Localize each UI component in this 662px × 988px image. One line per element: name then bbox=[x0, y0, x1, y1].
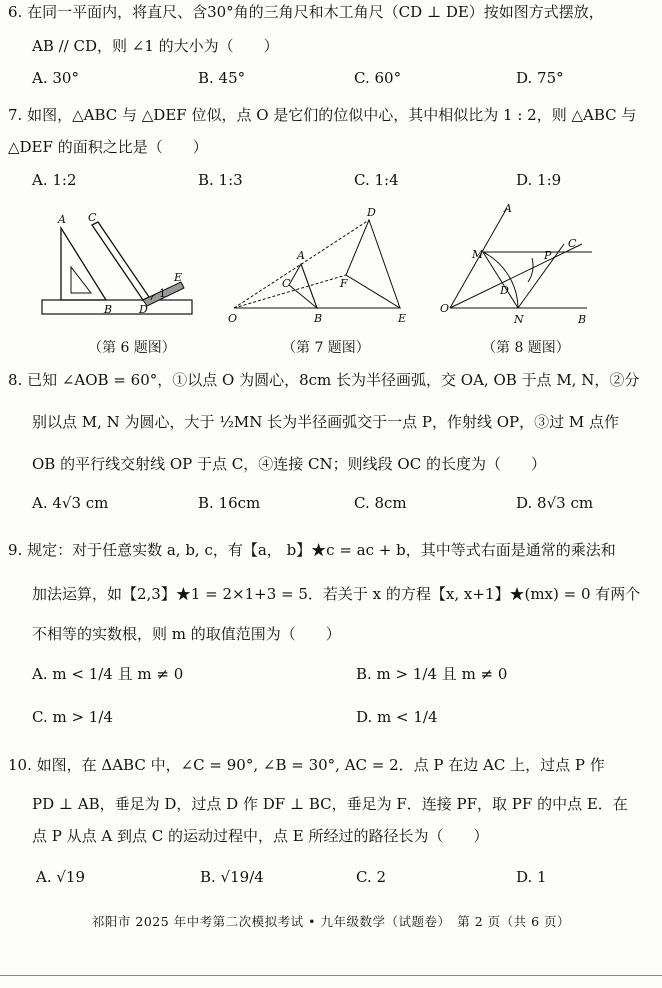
q10-line2: PD ⊥ AB，垂足为 D，过点 D 作 DF ⊥ BC，垂足为 F．连接 PF，取 PF 的中点 E．在 bbox=[32, 795, 628, 813]
q7-option-d[interactable]: D. 1:9 bbox=[516, 171, 562, 189]
q7-options bbox=[0, 171, 662, 193]
q6-line1: 6. 在同一平面内，将直尺、含30°角的三角尺和木工角尺（CD ⊥ DE）按如图方式摆放， bbox=[8, 3, 604, 21]
q6-line2: AB // CD，则 ∠1 的大小为（ ） bbox=[32, 37, 279, 55]
q7-line1: 7. 如图，△ABC 与 △DEF 位似，点 O 是它们的位似中心，其中相似比为 1 : 2，则 △ABC 与 bbox=[8, 106, 637, 124]
bottom-rule bbox=[0, 975, 662, 976]
fig7-label-b: B bbox=[314, 312, 323, 325]
figure-8-caption: （第 8 题图） bbox=[482, 340, 570, 356]
q10-options bbox=[0, 868, 662, 890]
q8-option-d[interactable]: D. 8√3 cm bbox=[516, 494, 594, 512]
triangle-def bbox=[346, 220, 400, 308]
q9-option-a[interactable]: A. m < 1/4 且 m ≠ 0 bbox=[32, 665, 184, 683]
fig8-label-c: C bbox=[568, 237, 577, 250]
q7-option-b[interactable]: B. 1:3 bbox=[198, 171, 243, 189]
carpenter-square-long bbox=[92, 222, 149, 300]
q10-line1: 10. 如图，在 ΔABC 中，∠C = 90°, ∠B = 30°, AC = 2．点 P 在边 AC 上，过点 P 作 bbox=[8, 756, 605, 774]
figure-8 bbox=[432, 202, 602, 332]
q8-line1: 8. 已知 ∠AOB = 60°，①以点 O 为圆心，8cm 长为半径画弧，交 OA, OB 于点 M, N，②分 bbox=[8, 371, 640, 389]
ray-op bbox=[450, 244, 582, 308]
q8-options bbox=[0, 494, 662, 516]
q10-option-c[interactable]: C. 2 bbox=[356, 868, 387, 886]
fig8-label-d: D bbox=[500, 284, 509, 297]
q9-options-row1 bbox=[0, 663, 662, 685]
fig7-label-e: E bbox=[398, 312, 407, 325]
fig7-label-f: F bbox=[340, 277, 348, 290]
q10-option-d[interactable]: D. 1 bbox=[516, 868, 547, 886]
q6-option-c[interactable]: C. 60° bbox=[354, 69, 402, 87]
q9-line3: 不相等的实数根，则 m 的取值范围为（ ） bbox=[32, 625, 341, 643]
fig6-label-d: D bbox=[139, 303, 148, 316]
figure-6 bbox=[34, 205, 194, 330]
fig6-label-b: B bbox=[104, 303, 113, 316]
fig8-label-a: A bbox=[504, 202, 512, 215]
figure-7-caption: （第 7 题图） bbox=[282, 340, 370, 356]
figure-6-caption: （第 6 题图） bbox=[88, 340, 176, 356]
q9-options-row2 bbox=[0, 708, 662, 730]
figure-7 bbox=[224, 205, 424, 330]
fig7-label-o: O bbox=[228, 312, 238, 325]
fig8-label-p: P bbox=[544, 249, 552, 262]
q10-line3: 点 P 从点 A 到点 C 的运动过程中，点 E 所经过的路径长为（ ） bbox=[32, 827, 489, 845]
q9-line1: 9. 规定：对于任意实数 a, b, c，有【a， b】★c = ac + b，其中等式右面是通常的乘法和 bbox=[8, 541, 616, 559]
fig7-label-c: C bbox=[282, 277, 291, 290]
q9-option-c[interactable]: C. m > 1/4 bbox=[32, 708, 113, 726]
fig7-label-a: A bbox=[297, 249, 305, 262]
q10-option-a[interactable]: A. √19 bbox=[36, 868, 86, 886]
fig6-label-a: A bbox=[58, 213, 66, 226]
fig6-label-angle1: 1 bbox=[159, 287, 166, 300]
q7-option-c[interactable]: C. 1:4 bbox=[354, 171, 399, 189]
q8-line3: OB 的平行线交射线 OP 于点 C，④连接 CN；则线段 OC 的长度为（ ） bbox=[32, 455, 546, 473]
fig8-label-n: N bbox=[514, 313, 524, 326]
q6-options bbox=[0, 69, 662, 91]
fig8-label-o: O bbox=[440, 302, 450, 315]
q8-line2: 别以点 M, N 为圆心，大于 ½MN 长为半径画弧交于一点 P，作射线 OP，③过 M 点作 bbox=[32, 413, 620, 431]
fig8-label-b: B bbox=[578, 313, 587, 326]
q10-option-b[interactable]: B. √19/4 bbox=[200, 868, 264, 886]
q8-option-a[interactable]: A. 4√3 cm bbox=[32, 494, 109, 512]
q6-option-a[interactable]: A. 30° bbox=[32, 69, 79, 87]
fig8-label-m: M bbox=[472, 248, 484, 261]
page-footer: 祁阳市 2025 年中考第二次模拟考试 • 九年级数学（试题卷） 第 2 页（共 6 页） bbox=[91, 914, 571, 929]
q9-option-b[interactable]: B. m > 1/4 且 m ≠ 0 bbox=[356, 665, 508, 683]
fig6-label-e: E bbox=[174, 271, 183, 284]
line-cn bbox=[518, 244, 564, 308]
fig7-label-d: D bbox=[367, 206, 376, 219]
line-mn bbox=[483, 252, 518, 308]
q8-option-c[interactable]: C. 8cm bbox=[354, 494, 407, 512]
q9-line2: 加法运算，如【2,3】★1 = 2×1+3 = 5．若关于 x 的方程【x, x+1】★(mx) = 0 有两个 bbox=[32, 585, 641, 603]
fig6-label-c: C bbox=[88, 211, 97, 224]
set-square-outer bbox=[61, 228, 106, 300]
q7-line2: △DEF 的面积之比是（ ） bbox=[8, 138, 208, 156]
ruler-shape bbox=[42, 300, 192, 314]
q6-option-b[interactable]: B. 45° bbox=[198, 69, 246, 87]
q8-option-b[interactable]: B. 16cm bbox=[198, 494, 261, 512]
q6-option-d[interactable]: D. 75° bbox=[516, 69, 564, 87]
q9-option-d[interactable]: D. m < 1/4 bbox=[356, 708, 438, 726]
q7-option-a[interactable]: A. 1:2 bbox=[32, 171, 77, 189]
